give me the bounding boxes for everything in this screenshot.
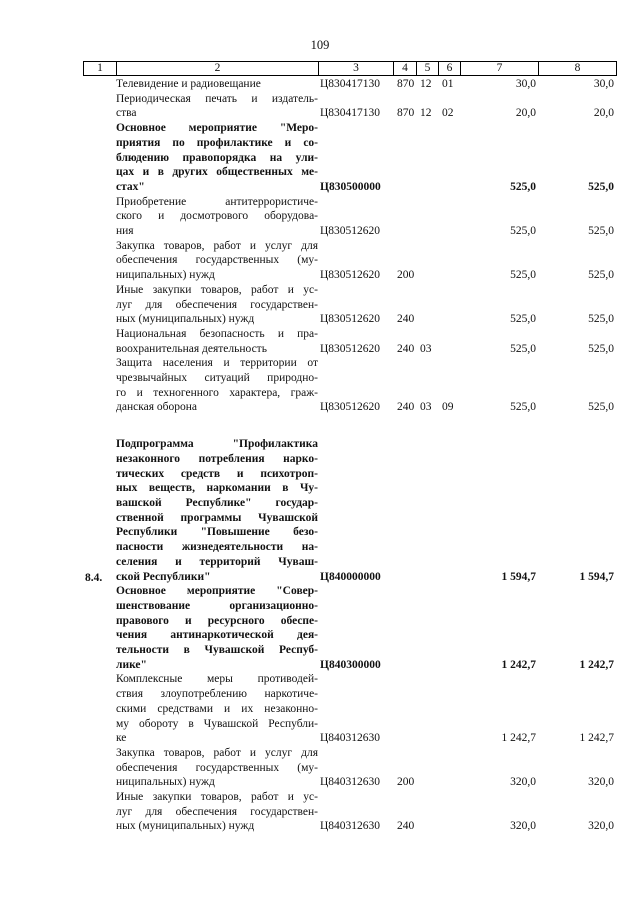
row-amount-col7: 525,0: [510, 225, 536, 238]
row-amount-col7: 1 242,7: [501, 732, 536, 745]
row-code: Ц830500000: [320, 180, 381, 193]
column-header-7: 7: [461, 62, 539, 76]
table-row: [83, 283, 616, 327]
row-amount-col7: 525,0: [510, 401, 536, 414]
row-name-line: обеспечения государственных (му-: [116, 254, 318, 267]
row-name-line: Основное мероприятие "Совер-: [116, 585, 318, 598]
row-amount-col7: 320,0: [510, 820, 536, 833]
row-name-line: Телевидение и радиовещание: [116, 78, 261, 90]
row-name-line: ствия злоупотреблению наркотиче-: [116, 688, 318, 701]
row-name-line: Защита населения и территории от: [116, 357, 318, 370]
table-row: [83, 239, 616, 283]
row-name-line: скими средствами и их незаконно-: [116, 702, 318, 715]
table-row: [83, 584, 616, 672]
column-header-table: [83, 61, 617, 76]
row-name-line: чения антинаркотической дея-: [116, 629, 318, 642]
row-name-line: правового и ресурсного обеспе-: [116, 614, 318, 627]
row-amount-col8: 1 594,7: [579, 570, 614, 583]
row-code: Ц830512620: [320, 401, 381, 414]
table-row: [83, 92, 616, 121]
page-number: 109: [310, 38, 330, 52]
row-name: [116, 790, 318, 834]
row-expense-type: 200: [397, 269, 415, 282]
row-name-line: стах": [116, 180, 145, 193]
row-name-line: вашской Республике" государ-: [116, 496, 318, 509]
budget-table-body: [83, 77, 616, 834]
row-name-line: Закупка товаров, работ и услуг для: [116, 239, 318, 252]
column-header-2: 2: [117, 62, 319, 76]
row-section: 03: [420, 401, 432, 414]
row-expense-type: 870: [397, 107, 415, 120]
row-amount-col7: 20,0: [515, 107, 536, 120]
row-expense-type: 200: [397, 776, 415, 789]
row-name-line: обеспечения государственных (му-: [116, 761, 318, 774]
row-amount-col7: 1 594,7: [501, 570, 536, 583]
row-amount-col7: 1 242,7: [501, 658, 536, 671]
row-name: [116, 121, 318, 195]
row-amount-col8: 525,0: [588, 313, 614, 326]
column-header-row: [84, 62, 617, 76]
row-name-line: ния: [116, 225, 134, 238]
row-amount-col7: 525,0: [510, 313, 536, 326]
table-row: [83, 790, 616, 834]
row-name: [116, 356, 318, 415]
row-code: Ц830512620: [320, 342, 381, 355]
row-name-line: Основное мероприятие "Меро-: [116, 122, 318, 135]
row-name-line: ных (муниципальных) нужд: [116, 820, 255, 833]
row-amount-col8: 320,0: [588, 776, 614, 789]
row-name-line: Республики "Повышение безо-: [116, 526, 318, 539]
row-name: [116, 92, 318, 121]
row-amount-col8: 1 242,7: [579, 658, 614, 671]
row-name-line: ского и досмотрового оборудова-: [116, 210, 318, 223]
row-amount-col8: 1 242,7: [579, 732, 614, 745]
row-code: Ц830512620: [320, 225, 381, 238]
row-name-line: Иные закупки товаров, работ и ус-: [116, 791, 318, 804]
table-row: [83, 121, 616, 195]
row-expense-type: 870: [397, 78, 415, 90]
row-number: 8.4.: [85, 572, 103, 585]
row-amount-col7: 30,0: [515, 78, 536, 90]
row-name: [116, 283, 318, 327]
row-code: Ц830512620: [320, 313, 381, 326]
row-name-line: Национальная безопасность и пра-: [116, 327, 318, 340]
row-name-line: ской Республики": [116, 570, 211, 583]
row-code: Ц840312630: [320, 820, 381, 833]
row-subsection: 09: [442, 401, 454, 414]
row-name: [116, 195, 318, 239]
row-code: Ц840300000: [320, 658, 381, 671]
row-name-line: луг для обеспечения государствен-: [116, 298, 318, 311]
row-amount-col8: 20,0: [593, 107, 614, 120]
row-name-line: Подпрограмма "Профилактика: [116, 438, 318, 451]
row-name-line: ственной программы Чувашской: [116, 511, 318, 524]
column-header-4: 4: [394, 62, 417, 76]
column-header-5: 5: [417, 62, 439, 76]
row-name: [116, 77, 318, 92]
row-name-line: данская оборона: [116, 401, 198, 414]
row-name-line: Периодическая печать и издатель-: [116, 92, 318, 105]
table-row: [83, 746, 616, 790]
row-amount-col8: 525,0: [588, 401, 614, 414]
row-expense-type: 240: [397, 313, 415, 326]
row-name: [116, 239, 318, 283]
row-name-line: тических средств и психотроп-: [116, 467, 318, 480]
row-amount-col8: 525,0: [588, 180, 614, 193]
row-name-line: ке: [116, 732, 127, 745]
row-name-line: Закупка товаров, работ и услуг для: [116, 746, 318, 759]
row-subsection: 01: [442, 78, 454, 90]
row-expense-type: 240: [397, 342, 415, 355]
row-name-line: цах и в других общественных ме-: [116, 166, 318, 179]
row-amount-col8: 320,0: [588, 820, 614, 833]
row-name-line: ства: [116, 107, 137, 120]
row-name-line: шенствование организационно-: [116, 599, 318, 612]
row-code: Ц840312630: [320, 732, 381, 745]
table-row: [83, 327, 616, 356]
row-amount-col7: 525,0: [510, 269, 536, 282]
table-row: [83, 195, 616, 239]
row-name: [116, 584, 318, 672]
row-name-line: ных (муниципальных) нужд: [116, 313, 255, 326]
row-subsection: 02: [442, 107, 454, 120]
row-name-line: лике": [116, 658, 147, 671]
row-name-line: Приобретение антитеррористиче-: [116, 195, 318, 208]
row-expense-type: 240: [397, 820, 415, 833]
row-name: [116, 437, 318, 584]
row-amount-col8: 525,0: [588, 269, 614, 282]
row-code: Ц830417130: [320, 107, 381, 120]
row-code: Ц840000000: [320, 570, 381, 583]
column-header-6: 6: [439, 62, 461, 76]
row-code: Ц830417130: [320, 78, 381, 90]
table-row: [83, 356, 616, 415]
row-amount-col7: 525,0: [510, 342, 536, 355]
row-name: [116, 327, 318, 356]
row-name-line: тельности в Чувашской Респуб-: [116, 644, 318, 657]
row-amount-col7: 320,0: [510, 776, 536, 789]
column-header-3: 3: [319, 62, 394, 76]
row-name-line: пасности жизнедеятельности на-: [116, 541, 318, 554]
row-name-line: селения и территорий Чуваш-: [116, 555, 318, 568]
row-name: [116, 672, 318, 746]
row-amount-col8: 30,0: [593, 78, 614, 90]
table-row: [83, 672, 616, 746]
row-name-line: Иные закупки товаров, работ и ус-: [116, 283, 318, 296]
row-expense-type: 240: [397, 401, 415, 414]
row-name-line: Комплексные меры противодей-: [116, 673, 318, 686]
table-row: [83, 437, 616, 584]
row-name-line: блюдению правопорядка на ули-: [116, 151, 318, 164]
row-name-line: го и техногенного характера, граж-: [116, 386, 318, 399]
row-name-line: чрезвычайных ситуаций природно-: [116, 372, 318, 385]
row-amount-col7: 525,0: [510, 180, 536, 193]
row-code: Ц840312630: [320, 776, 381, 789]
column-header-8: 8: [539, 62, 617, 76]
row-name-line: приятия по профилактике и со-: [116, 136, 318, 149]
row-name: [116, 746, 318, 790]
row-name-line: ниципальных) нужд: [116, 776, 215, 789]
row-name-line: ных веществ, наркомании в Чу-: [116, 482, 318, 495]
row-name-line: му обороту в Чувашской Республи-: [116, 717, 318, 730]
row-section: 12: [420, 107, 432, 120]
table-row: [83, 77, 616, 92]
row-name-line: воохранительная деятельность: [116, 342, 267, 355]
row-code: Ц830512620: [320, 269, 381, 282]
row-name-line: ниципальных) нужд: [116, 269, 215, 282]
row-amount-col8: 525,0: [588, 342, 614, 355]
column-header-1: 1: [84, 62, 117, 76]
row-section: 03: [420, 342, 432, 355]
row-section: 12: [420, 78, 432, 90]
row-amount-col8: 525,0: [588, 225, 614, 238]
row-name-line: луг для обеспечения государствен-: [116, 805, 318, 818]
row-name-line: незаконного потребления нарко-: [116, 452, 318, 465]
